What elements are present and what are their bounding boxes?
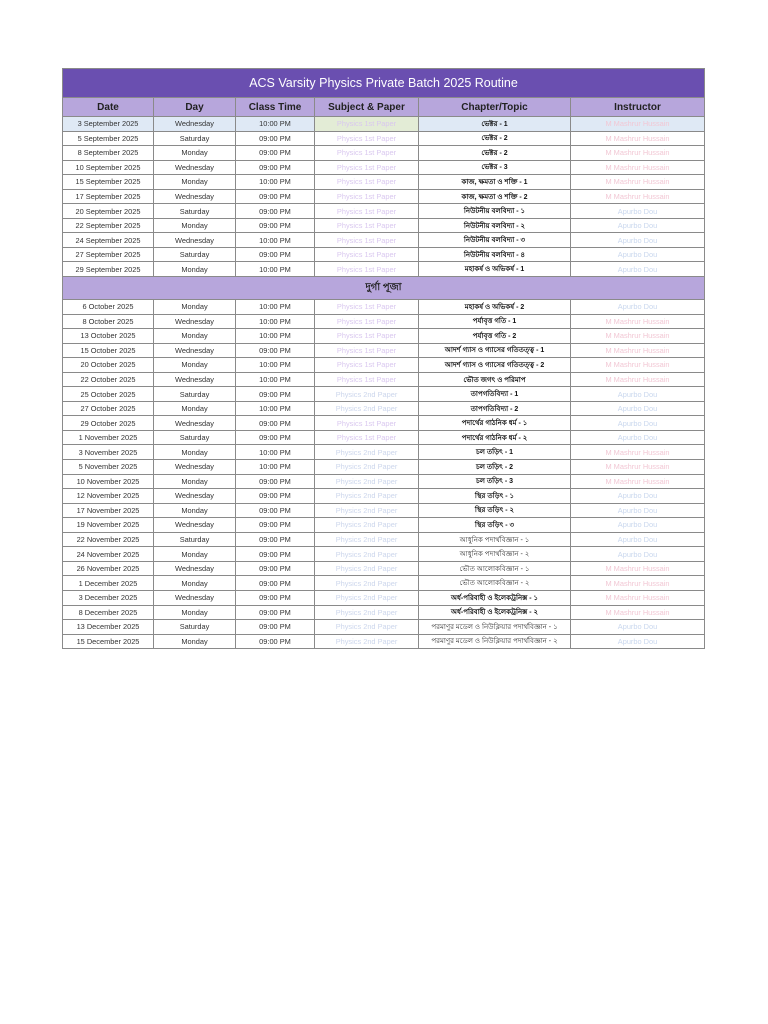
cell-instructor: M Mashrur Hussain (571, 605, 705, 620)
cell-subject: Physics 1st Paper (315, 300, 419, 315)
cell-topic: কাজ, ক্ষমতা ও শক্তি - 2 (419, 189, 571, 204)
cell-time: 09:00 PM (236, 590, 315, 605)
cell-time: 09:00 PM (236, 131, 315, 146)
table-row (63, 430, 705, 445)
cell-day: Monday (154, 401, 236, 416)
cell-instructor: Apurbo Dou (571, 387, 705, 402)
cell-instructor: M Mashrur Hussain (571, 189, 705, 204)
cell-day: Monday (154, 329, 236, 344)
cell-topic: চল তড়িৎ - 1 (419, 445, 571, 460)
cell-date: 8 December 2025 (63, 605, 154, 620)
routine-sheet (62, 68, 704, 649)
cell-date: 3 December 2025 (63, 590, 154, 605)
cell-subject: Physics 1st Paper (315, 160, 419, 175)
cell-date: 24 September 2025 (63, 233, 154, 248)
cell-date: 5 September 2025 (63, 131, 154, 146)
cell-instructor: M Mashrur Hussain (571, 329, 705, 344)
table-row (63, 372, 705, 387)
cell-instructor: Apurbo Dou (571, 620, 705, 635)
table-row (63, 314, 705, 329)
cell-time: 10:00 PM (236, 314, 315, 329)
cell-instructor: M Mashrur Hussain (571, 343, 705, 358)
header-day: Day (154, 98, 236, 117)
cell-date: 27 September 2025 (63, 247, 154, 262)
cell-date: 13 December 2025 (63, 620, 154, 635)
cell-topic: পরমাণুর মডেল ও নিউক্লিয়ার পদার্থবিজ্ঞান - ২ (419, 634, 571, 649)
table-row (63, 131, 705, 146)
table-row (63, 218, 705, 233)
cell-subject: Physics 1st Paper (315, 329, 419, 344)
cell-subject: Physics 1st Paper (315, 146, 419, 161)
cell-subject: Physics 2nd Paper (315, 503, 419, 518)
cell-subject: Physics 2nd Paper (315, 445, 419, 460)
cell-date: 15 October 2025 (63, 343, 154, 358)
cell-day: Wednesday (154, 416, 236, 431)
cell-instructor: M Mashrur Hussain (571, 372, 705, 387)
cell-instructor: Apurbo Dou (571, 233, 705, 248)
cell-instructor: M Mashrur Hussain (571, 131, 705, 146)
table-row (63, 233, 705, 248)
break-label: দুর্গা পূজা (63, 277, 705, 300)
cell-topic: পর্যাবৃত্ত গতি - 2 (419, 329, 571, 344)
cell-day: Saturday (154, 620, 236, 635)
cell-topic: ভেক্টর - 3 (419, 160, 571, 175)
cell-time: 10:00 PM (236, 329, 315, 344)
cell-subject: Physics 1st Paper (315, 175, 419, 190)
cell-time: 09:00 PM (236, 489, 315, 504)
cell-date: 22 September 2025 (63, 218, 154, 233)
cell-topic: কাজ, ক্ষমতা ও শক্তি - 1 (419, 175, 571, 190)
cell-time: 09:00 PM (236, 189, 315, 204)
cell-subject: Physics 1st Paper (315, 247, 419, 262)
cell-subject: Physics 1st Paper (315, 262, 419, 277)
cell-topic: মহাকর্ষ ও অভিকর্ষ - 2 (419, 300, 571, 315)
cell-day: Wednesday (154, 460, 236, 475)
cell-instructor: M Mashrur Hussain (571, 160, 705, 175)
cell-day: Wednesday (154, 372, 236, 387)
cell-day: Monday (154, 445, 236, 460)
cell-time: 10:00 PM (236, 445, 315, 460)
table-row (63, 503, 705, 518)
routine-body (63, 117, 705, 649)
table-row (63, 387, 705, 402)
cell-subject: Physics 1st Paper (315, 358, 419, 373)
table-row (63, 329, 705, 344)
table-row (63, 460, 705, 475)
cell-day: Monday (154, 175, 236, 190)
cell-time: 09:00 PM (236, 416, 315, 431)
cell-subject: Physics 2nd Paper (315, 401, 419, 416)
cell-day: Wednesday (154, 489, 236, 504)
cell-day: Wednesday (154, 117, 236, 132)
cell-date: 10 September 2025 (63, 160, 154, 175)
cell-time: 09:00 PM (236, 561, 315, 576)
cell-instructor: Apurbo Dou (571, 218, 705, 233)
cell-day: Monday (154, 146, 236, 161)
cell-date: 5 November 2025 (63, 460, 154, 475)
header-date: Date (63, 98, 154, 117)
table-row (63, 561, 705, 576)
cell-instructor: Apurbo Dou (571, 532, 705, 547)
cell-subject: Physics 1st Paper (315, 218, 419, 233)
cell-instructor: M Mashrur Hussain (571, 358, 705, 373)
cell-instructor: M Mashrur Hussain (571, 146, 705, 161)
table-row (63, 590, 705, 605)
cell-time: 09:00 PM (236, 146, 315, 161)
table-row (63, 489, 705, 504)
cell-date: 1 November 2025 (63, 430, 154, 445)
table-row (63, 300, 705, 315)
cell-date: 15 December 2025 (63, 634, 154, 649)
cell-date: 25 October 2025 (63, 387, 154, 402)
table-row (63, 247, 705, 262)
cell-subject: Physics 2nd Paper (315, 561, 419, 576)
cell-topic: ভেক্টর - 2 (419, 146, 571, 161)
cell-day: Wednesday (154, 233, 236, 248)
table-row (63, 634, 705, 649)
header-instructor: Instructor (571, 98, 705, 117)
cell-date: 29 October 2025 (63, 416, 154, 431)
cell-subject: Physics 1st Paper (315, 372, 419, 387)
cell-subject: Physics 2nd Paper (315, 474, 419, 489)
table-row (63, 474, 705, 489)
cell-day: Monday (154, 605, 236, 620)
cell-time: 10:00 PM (236, 300, 315, 315)
cell-instructor: M Mashrur Hussain (571, 590, 705, 605)
table-row (63, 605, 705, 620)
table-row (63, 547, 705, 562)
cell-topic: ভেক্টর - 1 (419, 117, 571, 132)
cell-subject: Physics 2nd Paper (315, 460, 419, 475)
table-row (63, 175, 705, 190)
cell-time: 10:00 PM (236, 233, 315, 248)
cell-topic: চল তড়িৎ - 3 (419, 474, 571, 489)
cell-date: 20 September 2025 (63, 204, 154, 219)
table-row (63, 117, 705, 132)
cell-topic: আদর্শ গ্যাস ও গ্যাসের গতিতত্ত্ব - 1 (419, 343, 571, 358)
cell-day: Monday (154, 262, 236, 277)
cell-instructor: M Mashrur Hussain (571, 576, 705, 591)
cell-time: 09:00 PM (236, 247, 315, 262)
cell-instructor: M Mashrur Hussain (571, 175, 705, 190)
cell-date: 19 November 2025 (63, 518, 154, 533)
cell-instructor: Apurbo Dou (571, 247, 705, 262)
cell-day: Monday (154, 634, 236, 649)
cell-subject: Physics 1st Paper (315, 430, 419, 445)
table-row (63, 204, 705, 219)
table-row (63, 620, 705, 635)
cell-time: 10:00 PM (236, 460, 315, 475)
cell-subject: Physics 2nd Paper (315, 387, 419, 402)
cell-day: Monday (154, 547, 236, 562)
cell-date: 13 October 2025 (63, 329, 154, 344)
table-row (63, 343, 705, 358)
cell-subject: Physics 2nd Paper (315, 547, 419, 562)
cell-topic: নিউটনীয় বলবিদ্যা - ১ (419, 204, 571, 219)
cell-time: 09:00 PM (236, 547, 315, 562)
cell-date: 22 October 2025 (63, 372, 154, 387)
cell-subject: Physics 1st Paper (315, 189, 419, 204)
table-row (63, 532, 705, 547)
cell-day: Monday (154, 300, 236, 315)
cell-topic: ভৌত আলোকবিজ্ঞান - ২ (419, 576, 571, 591)
cell-topic: পদার্থের গাঠনিক ধর্ম - ১ (419, 416, 571, 431)
cell-instructor: M Mashrur Hussain (571, 460, 705, 475)
cell-day: Saturday (154, 532, 236, 547)
cell-time: 10:00 PM (236, 262, 315, 277)
cell-topic: তাপগতিবিদ্যা - 2 (419, 401, 571, 416)
cell-date: 8 September 2025 (63, 146, 154, 161)
cell-time: 09:00 PM (236, 218, 315, 233)
cell-subject: Physics 2nd Paper (315, 590, 419, 605)
cell-instructor: M Mashrur Hussain (571, 314, 705, 329)
cell-date: 29 September 2025 (63, 262, 154, 277)
cell-day: Monday (154, 576, 236, 591)
cell-date: 6 October 2025 (63, 300, 154, 315)
cell-time: 09:00 PM (236, 503, 315, 518)
cell-time: 09:00 PM (236, 532, 315, 547)
break-row (63, 277, 705, 300)
cell-instructor: Apurbo Dou (571, 489, 705, 504)
cell-date: 8 October 2025 (63, 314, 154, 329)
routine-title: ACS Varsity Physics Private Batch 2025 Routine (63, 69, 705, 98)
cell-topic: স্থির তড়িৎ - ৩ (419, 518, 571, 533)
cell-instructor: Apurbo Dou (571, 262, 705, 277)
cell-day: Wednesday (154, 561, 236, 576)
cell-date: 20 October 2025 (63, 358, 154, 373)
cell-day: Saturday (154, 131, 236, 146)
cell-instructor: Apurbo Dou (571, 518, 705, 533)
table-row (63, 416, 705, 431)
cell-date: 26 November 2025 (63, 561, 154, 576)
table-row (63, 189, 705, 204)
cell-subject: Physics 2nd Paper (315, 489, 419, 504)
cell-day: Saturday (154, 204, 236, 219)
cell-topic: আধুনিক পদার্থবিজ্ঞান - ২ (419, 547, 571, 562)
cell-subject: Physics 1st Paper (315, 343, 419, 358)
cell-day: Wednesday (154, 189, 236, 204)
cell-date: 3 September 2025 (63, 117, 154, 132)
cell-time: 09:00 PM (236, 343, 315, 358)
cell-subject: Physics 1st Paper (315, 204, 419, 219)
cell-time: 09:00 PM (236, 387, 315, 402)
routine-table (62, 68, 705, 649)
cell-day: Wednesday (154, 160, 236, 175)
header-subject: Subject & Paper (315, 98, 419, 117)
cell-day: Saturday (154, 430, 236, 445)
cell-subject: Physics 1st Paper (315, 131, 419, 146)
header-class-time: Class Time (236, 98, 315, 117)
cell-instructor: Apurbo Dou (571, 547, 705, 562)
cell-instructor: Apurbo Dou (571, 416, 705, 431)
cell-topic: পরমাণুর মডেল ও নিউক্লিয়ার পদার্থবিজ্ঞান - ১ (419, 620, 571, 635)
cell-day: Wednesday (154, 314, 236, 329)
header-topic: Chapter/Topic (419, 98, 571, 117)
cell-time: 10:00 PM (236, 372, 315, 387)
cell-subject: Physics 1st Paper (315, 117, 419, 132)
cell-time: 09:00 PM (236, 518, 315, 533)
cell-instructor: M Mashrur Hussain (571, 445, 705, 460)
cell-topic: চল তড়িৎ - 2 (419, 460, 571, 475)
cell-topic: নিউটনীয় বলবিদ্যা - ৩ (419, 233, 571, 248)
cell-instructor: Apurbo Dou (571, 401, 705, 416)
cell-day: Monday (154, 358, 236, 373)
cell-time: 09:00 PM (236, 620, 315, 635)
cell-subject: Physics 2nd Paper (315, 605, 419, 620)
cell-subject: Physics 2nd Paper (315, 576, 419, 591)
cell-date: 10 November 2025 (63, 474, 154, 489)
cell-topic: আদর্শ গ্যাস ও গ্যাসের গতিতত্ত্ব - 2 (419, 358, 571, 373)
cell-day: Wednesday (154, 590, 236, 605)
cell-subject: Physics 1st Paper (315, 314, 419, 329)
cell-topic: মহাকর্ষ ও অভিকর্ষ - 1 (419, 262, 571, 277)
table-row (63, 262, 705, 277)
cell-subject: Physics 2nd Paper (315, 518, 419, 533)
title-row (63, 69, 705, 98)
cell-topic: ভৌত আলোকবিজ্ঞান - ১ (419, 561, 571, 576)
cell-topic: আধুনিক পদার্থবিজ্ঞান - ১ (419, 532, 571, 547)
cell-topic: অর্ধ-পরিবাহী ও ইলেকট্রনিক্স - ২ (419, 605, 571, 620)
cell-day: Monday (154, 503, 236, 518)
table-row (63, 160, 705, 175)
cell-topic: স্থির তড়িৎ - ১ (419, 489, 571, 504)
cell-time: 09:00 PM (236, 576, 315, 591)
table-row (63, 445, 705, 460)
cell-instructor: M Mashrur Hussain (571, 117, 705, 132)
cell-date: 22 November 2025 (63, 532, 154, 547)
cell-day: Saturday (154, 387, 236, 402)
table-row (63, 146, 705, 161)
cell-date: 24 November 2025 (63, 547, 154, 562)
cell-subject: Physics 2nd Paper (315, 634, 419, 649)
cell-subject: Physics 2nd Paper (315, 532, 419, 547)
cell-topic: স্থির তড়িৎ - ২ (419, 503, 571, 518)
cell-subject: Physics 2nd Paper (315, 620, 419, 635)
cell-date: 12 November 2025 (63, 489, 154, 504)
cell-instructor: Apurbo Dou (571, 204, 705, 219)
cell-topic: পদার্থের গাঠনিক ধর্ম - ২ (419, 430, 571, 445)
table-row (63, 358, 705, 373)
cell-instructor: Apurbo Dou (571, 430, 705, 445)
cell-topic: নিউটনীয় বলবিদ্যা - ২ (419, 218, 571, 233)
cell-instructor: Apurbo Dou (571, 300, 705, 315)
cell-date: 15 September 2025 (63, 175, 154, 190)
cell-instructor: M Mashrur Hussain (571, 561, 705, 576)
cell-time: 09:00 PM (236, 605, 315, 620)
cell-date: 1 December 2025 (63, 576, 154, 591)
cell-date: 17 November 2025 (63, 503, 154, 518)
cell-date: 3 November 2025 (63, 445, 154, 460)
cell-date: 17 September 2025 (63, 189, 154, 204)
cell-topic: পর্যাবৃত্ত গতি - 1 (419, 314, 571, 329)
cell-day: Wednesday (154, 343, 236, 358)
cell-time: 09:00 PM (236, 474, 315, 489)
cell-topic: ভেক্টর - 2 (419, 131, 571, 146)
cell-day: Saturday (154, 247, 236, 262)
cell-topic: তাপগতিবিদ্যা - 1 (419, 387, 571, 402)
cell-time: 10:00 PM (236, 117, 315, 132)
cell-time: 09:00 PM (236, 634, 315, 649)
table-row (63, 518, 705, 533)
cell-day: Monday (154, 474, 236, 489)
table-row (63, 576, 705, 591)
cell-instructor: M Mashrur Hussain (571, 474, 705, 489)
cell-topic: অর্ধ-পরিবাহী ও ইলেকট্রনিক্স - ১ (419, 590, 571, 605)
cell-topic: নিউটনীয় বলবিদ্যা - ৪ (419, 247, 571, 262)
cell-time: 10:00 PM (236, 175, 315, 190)
cell-subject: Physics 1st Paper (315, 416, 419, 431)
cell-instructor: Apurbo Dou (571, 503, 705, 518)
table-row (63, 401, 705, 416)
header-row (63, 98, 705, 117)
cell-day: Wednesday (154, 518, 236, 533)
cell-topic: ভৌত জগৎ ও পরিমাপ (419, 372, 571, 387)
cell-instructor: Apurbo Dou (571, 634, 705, 649)
cell-time: 09:00 PM (236, 430, 315, 445)
cell-day: Monday (154, 218, 236, 233)
cell-date: 27 October 2025 (63, 401, 154, 416)
cell-time: 09:00 PM (236, 204, 315, 219)
cell-time: 10:00 PM (236, 358, 315, 373)
cell-time: 09:00 PM (236, 160, 315, 175)
cell-time: 10:00 PM (236, 401, 315, 416)
cell-subject: Physics 1st Paper (315, 233, 419, 248)
